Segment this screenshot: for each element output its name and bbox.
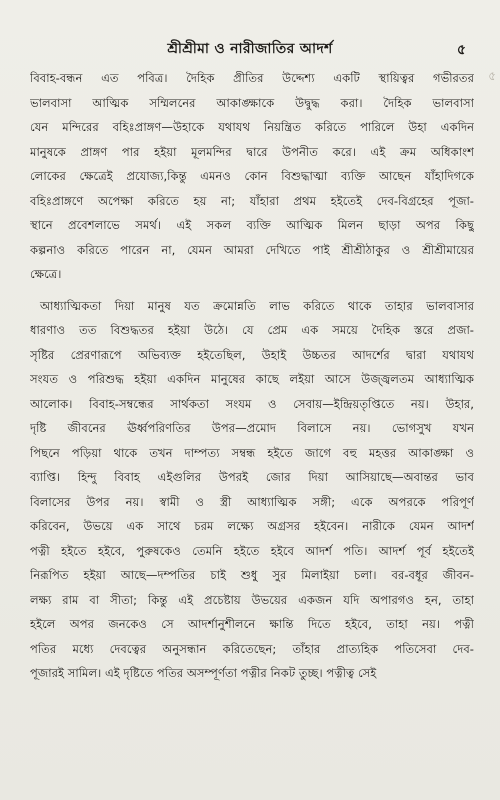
text-line: সৃষ্টির প্রেরণারূপে অভিব্যক্ত হইতেছিল, উহাই উচ্চতর আদর্শের দ্বারা যথাযথ <box>30 347 474 362</box>
running-title: শ্রীশ্রীমা ও নারীজাতির আদর্শ <box>167 41 333 57</box>
bleed-through-mark: ৫ <box>488 69 496 83</box>
page-number: ৫ <box>456 42 466 58</box>
text-line: মানুষকে প্রাঙ্গণ পার হইয়া মূলমন্দির দ্বারে উপনীত করে। এই ক্রম অধিকাংশ <box>30 144 474 159</box>
text-line: ভালবাসা আত্মিক সম্মিলনের আকাঙ্ক্ষাকে উদ্বুদ্ধ করা। দৈহিক ভালবাসা <box>30 95 474 110</box>
text-line: পতির মধ্যে দেবত্বের অনুসন্ধান করিতেছেন; তাঁহার প্রাত্যহিক পতিসেবা দেব- <box>30 641 474 656</box>
text-line: ব্যাপ্তি। হিন্দু বিবাহ এইগুলির উপরই জোর দিয়া আসিয়াছে—অবান্তর ভাব <box>30 470 474 484</box>
text-line: লোকের ক্ষেত্রেই প্রযোজ্য,কিন্তু এমনও কোন বিশুদ্ধাত্মা ব্যক্তি আছেন যাঁহাদিগকে <box>30 169 474 183</box>
text-line: পত্নী হইতে হইবে, পুরুষকেও তেমনি হইতে হইবে আদর্শ পতি। আদর্শ পূর্ব হইতেই <box>30 543 474 558</box>
text-line: ধারণাও তত বিশুদ্ধতর হইয়া উঠে। যে প্রেম এক সময়ে দৈহিক স্তরে প্রজা- <box>30 323 474 337</box>
text-line: পূজারই সামিল। এই দৃষ্টিতে পতির অসম্পূর্ণতা পত্নীর নিকট তুচ্ছ। পত্নীত্ব সেই <box>30 666 377 680</box>
text-line: ক্ষেত্রে। <box>30 267 62 281</box>
text-line: নিরূপিত হইয়া আছে—দম্পতির চাই শুধু সুর মিলাইয়া চলা। বর-বধূর জীবন- <box>30 568 474 582</box>
text-line: হইলে অপর জনকেও সে আদর্শানুশীলনে ক্ষান্তি দিতে হইবে, তাহা নয়। পত্নী <box>30 617 474 631</box>
text-line: যেন মন্দিরের বহিঃপ্রাঙ্গণ—উহাকে যথাযথ নিয়ন্ত্রিত করিতে পারিলে উহা একদিন <box>30 120 474 134</box>
text-line: লক্ষ্য রাম বা সীতা; কিন্তু এই প্রচেষ্টায় উভয়ের একজন যদি অপারগও হন, তাহা <box>30 592 474 607</box>
text-line: বিবাহ-বন্ধন এত পবিত্র। দৈহিক প্রীতির উদ্দেশ্য একটি স্থায়িত্বর গভীরতর <box>30 71 474 85</box>
text-line: বিলাসের উপর নয়। স্বামী ও স্ত্রী আধ্যাত্মিক সঙ্গী; একে অপরকে পরিপূর্ণ <box>30 494 474 509</box>
text-line: কল্পনাও করিতে পারেন না, যেমন আমরা দেখিতে পাই শ্রীশ্রীঠাকুর ও শ্রীশ্রীমায়ের <box>30 242 474 257</box>
text-line: করিবেন, উভয়ে এক সাথে চরম লক্ষ্যে অগ্রসর হইবেন। নারীকে যেমন আদর্শ <box>30 519 474 533</box>
text-line: আধ্যাত্মিকতা দিয়া মানুষ যত ক্রমোন্নতি লাভ করিতে থাকে তাহার ভালবাসার <box>40 298 474 313</box>
text-line: স্থানে প্রবেশলাভে সমর্থ। এই সকল ব্যক্তি আত্মিক মিলন ছাড়া অপর কিছু <box>30 218 474 232</box>
text-line: আলোক। বিবাহ-সম্বন্ধের সার্থকতা সংযম ও সেবায়—ইন্দ্রিয়তৃপ্তিতে নয়। উহার, <box>30 396 474 411</box>
text-line: দৃষ্টি জীবনের ঊর্ধ্বপরিণতির উপর—প্রমোদ বিলাসে নয়। ভোগসুখ যখন <box>30 421 474 435</box>
text-line: পিছনে পড়িয়া থাকে তখন দাম্পত্য সম্বন্ধ হইতে জাগে বহু মহত্তর আকাঙ্ক্ষা ও <box>30 445 474 460</box>
paragraph-1 <box>30 66 474 287</box>
paragraph-2 <box>30 294 474 686</box>
text-line: সংযত ও পরিশুদ্ধ হইয়া একদিন মানুষের কাছে লইয়া আসে উজ্জ্বলতম আধ্যাত্মিক <box>30 372 474 386</box>
body-text <box>30 66 474 686</box>
text-line: বহিঃপ্রাঙ্গণে অপেক্ষা করিতে হয় না; যাঁহারা প্রথম হইতেই দেব-বিগ্রহের পূজা- <box>30 193 474 208</box>
